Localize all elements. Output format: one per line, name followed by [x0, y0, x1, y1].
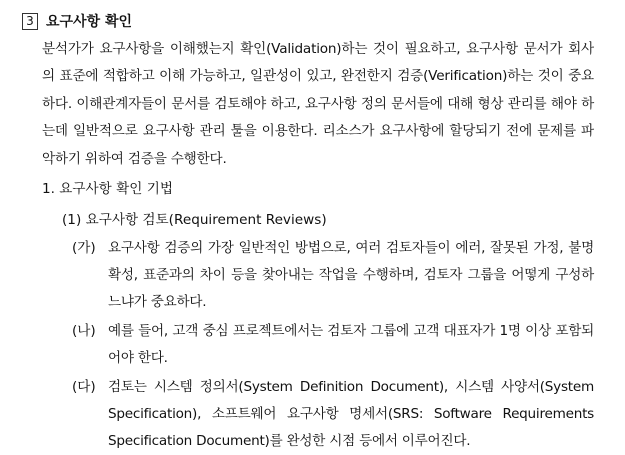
list-item-label: (가): [72, 240, 96, 256]
list-item-na: [72, 318, 594, 372]
list-item-label: (나): [72, 323, 96, 339]
section-number-box: 3: [22, 13, 38, 30]
subsection-heading: 1. 요구사항 확인 기법: [42, 181, 173, 197]
list-item-text: 예를 들어, 고객 중심 프로젝트에서는 검토자 그룹에 고객 대표자가 1명 이상 포함되어야 한다.: [108, 323, 594, 366]
list-item-text: 요구사항 검증의 가장 일반적인 방법으로, 여러 검토자들이 에러, 잘못된 가정, 불명확성, 표준과의 차이 등을 찾아내는 작업을 수행하며, 검토자 그룹을 어떻게 구성하느냐가 중요하다.: [108, 240, 594, 310]
list-item-ga: [72, 235, 594, 316]
list-item-text: 검토는 시스템 정의서(System Definition Document), 시스템 사양서(System Specification), 소프트웨어 요구사항 명세서(SRS: Software Requirements Specification Document)를 완성한 시점 등에서 이루어진다.: [108, 379, 594, 449]
list-item-da: [72, 374, 594, 455]
sub-heading: (1) 요구사항 검토(Requirement Reviews): [62, 212, 327, 228]
intro-paragraph: 분석가가 요구사항을 이해했는지 확인(Validation)하는 것이 필요하고, 요구사항 문서가 회사의 표준에 적합하고 이해 가능하고, 일관성이 있고, 완전한지 검증(Verification)하는 것이 중요하다. 이해관계자들이 문서를 검토해야 하고, 요구사항 정의 문서들에 대해 형상 관리를 해야 하는데 일반적으로 요구사항 관리 툴을 이용한다. 리소스가 요구사항에 할당되기 전에 문제를 파악하기 위하여 검증을 수행한다.: [42, 41, 594, 167]
section-header: [22, 10, 132, 32]
section-title: 요구사항 확인: [46, 14, 133, 30]
list-item-label: (다): [72, 379, 96, 395]
